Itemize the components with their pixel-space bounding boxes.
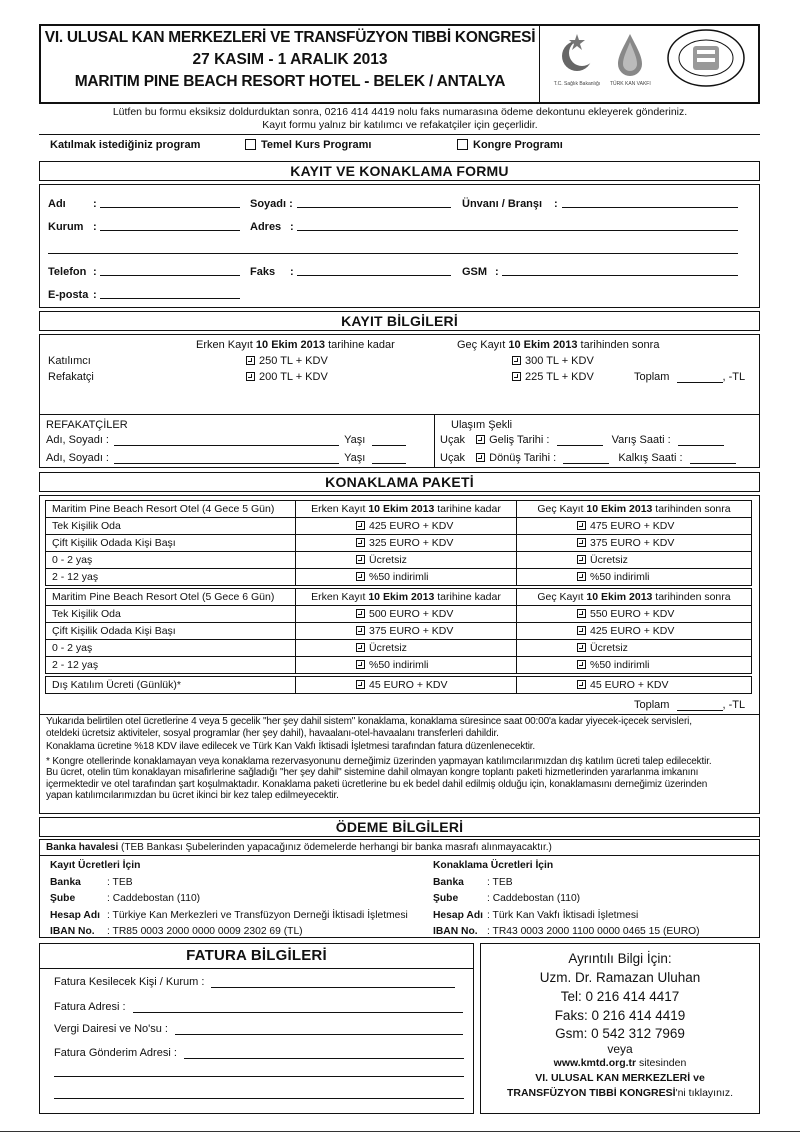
table-row xyxy=(46,569,752,586)
phone-label: Telefon xyxy=(48,266,87,278)
package-2-row-2-late[interactable] xyxy=(517,623,752,640)
package-table-1 xyxy=(45,500,752,586)
accommodation-title: KONAKLAMA PAKETİ xyxy=(325,474,474,490)
payment-left-bank: : TEB xyxy=(107,876,133,888)
reg-late-header xyxy=(457,339,659,351)
instructions xyxy=(40,106,760,132)
arrival-date-label: Geliş Tarihi : xyxy=(489,434,550,446)
registration-info-box xyxy=(39,334,760,468)
checkbox-icon[interactable] xyxy=(356,521,365,530)
program-option-basic[interactable] xyxy=(245,139,371,151)
external-fee-late[interactable] xyxy=(517,677,752,694)
table-row xyxy=(46,640,752,657)
note-1a: Yukarıda belirtilen otel ücretlerine 4 veya 5 gecelik "her şey dahil sistem" konaklama, konaklama süresince saat 00:00'a kadar yiyecek-içecek servisleri, xyxy=(46,716,692,727)
accommodation-total-label: Toplam xyxy=(634,699,670,711)
accommodation-total xyxy=(634,699,745,711)
invoice-extra-line-1[interactable] xyxy=(54,1076,464,1077)
reg-early-suffix: tarihine kadar xyxy=(328,339,395,351)
invoice-send-row xyxy=(54,1047,464,1059)
payment-left xyxy=(50,858,408,941)
name-label: Adı xyxy=(48,198,66,210)
package-1-early-prefix: Erken Kayıt xyxy=(311,503,366,515)
package-1-early-date: 10 Ekim 2013 xyxy=(368,503,435,515)
invoice-send-field[interactable] xyxy=(184,1058,464,1059)
package-2-row-2-late-price: 425 EURO + KDV xyxy=(590,625,675,637)
external-fee-table xyxy=(45,676,752,694)
payment-left-iban: : TR85 0003 2000 0000 0009 2302 69 (TL) xyxy=(107,926,303,937)
package-2-row-1-late[interactable] xyxy=(517,606,752,623)
gsm-field[interactable] xyxy=(502,275,738,276)
package-1-header-row xyxy=(46,501,752,518)
payment-title: ÖDEME BİLGİLERİ xyxy=(335,819,464,835)
companion-2-age-field[interactable] xyxy=(372,463,406,464)
table-row xyxy=(46,518,752,535)
basic-course-checkbox[interactable] xyxy=(245,139,256,150)
package-1-row-4-late-price: %50 indirimli xyxy=(590,571,650,583)
invoice-title: FATURA BİLGİLERİ xyxy=(186,947,327,964)
arrival-plane-label: Uçak xyxy=(440,434,466,446)
title-field[interactable] xyxy=(562,207,738,208)
payment-right xyxy=(433,858,700,941)
contact-or: veya xyxy=(607,1042,633,1056)
title-label: Ünvanı / Branşı xyxy=(462,198,543,210)
note-2: Konaklama ücretine %18 KDV ilave edilecek ve Türk Kan Vakfı İktisadi İşletmesi tarafından fatura düzenlenecektir. xyxy=(46,741,536,752)
accommodation-notes xyxy=(46,716,758,802)
package-1-row-1-late-price: 475 EURO + KDV xyxy=(590,520,675,532)
title-colon: : xyxy=(554,198,558,210)
accommodation-notes-divider xyxy=(40,714,759,715)
invoice-send-label: Fatura Gönderim Adresi : xyxy=(54,1047,177,1059)
reg-early-prefix: Erken Kayıt xyxy=(196,339,253,351)
contact-info xyxy=(480,950,760,1101)
package-1-row-2-early[interactable] xyxy=(296,535,517,552)
checkbox-icon[interactable] xyxy=(356,626,365,635)
arrival-plane-checkbox[interactable] xyxy=(476,435,485,444)
checkbox-icon[interactable] xyxy=(356,680,365,689)
participant-late-option[interactable] xyxy=(512,355,594,367)
fax-label: Faks xyxy=(250,266,276,278)
companion-early-checkbox[interactable] xyxy=(246,372,255,381)
bottom-rule xyxy=(0,1131,800,1132)
name-field[interactable] xyxy=(100,207,240,208)
name-colon: : xyxy=(93,198,97,210)
package-2-early-suffix: tarihine kadar xyxy=(437,591,501,603)
contact-tel: Tel: 0 216 414 4417 xyxy=(560,989,680,1004)
invoice-tax-field[interactable] xyxy=(175,1034,463,1035)
contact-site-line xyxy=(480,1056,760,1071)
participant-label: Katılımcı xyxy=(48,355,91,367)
payment-left-holder: : Türkiye Kan Merkezleri ve Transfüzyon Derneği İktisadi İşletmesi xyxy=(107,909,408,921)
package-1-row-3-late-price: Ücretsiz xyxy=(590,554,628,566)
departure-time-label: Kalkış Saati : xyxy=(618,452,683,464)
email-field[interactable] xyxy=(100,298,240,299)
address-label: Adres xyxy=(250,221,282,233)
foundation-caption: TÜRK KAN VAKFI xyxy=(610,81,651,87)
package-2-late-suffix: tarihinden sonra xyxy=(655,591,731,603)
departure-date-label: Dönüş Tarihi : xyxy=(489,452,557,464)
reg-late-suffix: tarihinden sonra xyxy=(580,339,660,351)
package-1-row-2-late[interactable] xyxy=(517,535,752,552)
package-2-row-4-early[interactable] xyxy=(296,657,517,674)
contact-congress-line-2 xyxy=(480,1086,760,1101)
invoice-extra-line-2[interactable] xyxy=(54,1098,464,1099)
package-1-row-2-late-price: 375 EURO + KDV xyxy=(590,537,675,549)
registration-info-divider xyxy=(40,414,759,415)
invoice-person-field[interactable] xyxy=(211,987,455,988)
payment-left-iban-label: IBAN No. xyxy=(50,926,95,937)
invoice-address-row xyxy=(54,1001,463,1013)
package-1-row-3-early[interactable] xyxy=(296,552,517,569)
checkbox-icon[interactable] xyxy=(577,609,586,618)
package-table-2 xyxy=(45,588,752,674)
congress-title: VI. ULUSAL KAN MERKEZLERİ VE TRANSFÜZYON TIBBİ KONGRESİ xyxy=(44,29,536,46)
contact-gsm: Gsm: 0 542 312 7969 xyxy=(555,1026,685,1041)
participant-early-checkbox[interactable] xyxy=(246,356,255,365)
companion-2-age-label: Yaşı xyxy=(344,452,366,464)
header-title-area xyxy=(41,27,539,93)
checkbox-icon[interactable] xyxy=(577,521,586,530)
bank-transfer-line xyxy=(46,842,552,853)
checkbox-icon[interactable] xyxy=(577,572,586,581)
package-1-late-prefix: Geç Kayıt xyxy=(537,503,584,515)
package-1-row-2-early-price: 325 EURO + KDV xyxy=(369,537,454,549)
package-2-late-header xyxy=(517,589,752,606)
arrival-time-field[interactable] xyxy=(678,445,724,446)
note-3c: içermektedir ve otel tarafından şart koşulmaktadır. Konaklama paketi ücretlerine bu ek bedel dahil edilmiş olduğu için, konaklamasını derneğimiz üzerinden xyxy=(46,778,708,790)
package-2-row-3-late-price: Ücretsiz xyxy=(590,642,628,654)
arrival-date-field[interactable] xyxy=(557,445,603,446)
checkbox-icon[interactable] xyxy=(356,555,365,564)
payment-left-holder-label: Hesap Adı xyxy=(50,909,100,921)
fax-field[interactable] xyxy=(297,275,451,276)
companion-1 xyxy=(46,434,406,446)
package-2-early-header xyxy=(296,589,517,606)
congress-program-label: Kongre Programı xyxy=(473,139,563,151)
accommodation-total-suffix: , -TL xyxy=(722,699,746,711)
invoice-title-divider xyxy=(40,968,473,969)
gsm-label: GSM xyxy=(462,266,488,278)
table-row xyxy=(46,657,752,674)
ministry-logo xyxy=(552,32,602,92)
package-1-row-2-label: Çift Kişilik Odada Kişi Başı xyxy=(46,535,296,552)
participant-early-option[interactable] xyxy=(246,355,328,367)
package-2-row-4-late[interactable] xyxy=(517,657,752,674)
institution-field[interactable] xyxy=(100,230,240,231)
table-row xyxy=(46,535,752,552)
table-row xyxy=(46,677,752,694)
package-1-late-header xyxy=(517,501,752,518)
departure-plane-label: Uçak xyxy=(440,452,466,464)
reg-late-date: 10 Ekim 2013 xyxy=(508,339,578,351)
header-divider xyxy=(539,24,540,104)
email-colon: : xyxy=(93,289,97,301)
package-1-early-suffix: tarihine kadar xyxy=(437,503,501,515)
payment-right-branch: : Caddebostan (110) xyxy=(487,893,581,904)
program-option-congress[interactable] xyxy=(457,139,563,151)
contact-site-link[interactable]: www.kmtd.org.tr xyxy=(553,1057,637,1069)
package-2-row-1-early-price: 500 EURO + KDV xyxy=(369,608,454,620)
departure-date-field[interactable] xyxy=(563,463,609,464)
invoice-person-label: Fatura Kesilecek Kişi / Kurum : xyxy=(54,976,205,988)
ministry-caption: T.C. Sağlık Bakanlığı xyxy=(553,81,601,87)
package-2-early-date: 10 Ekim 2013 xyxy=(368,591,435,603)
transport-arrival xyxy=(440,434,724,446)
payment-right-holder-label: Hesap Adı xyxy=(433,909,483,921)
reg-early-header xyxy=(196,339,395,351)
table-row xyxy=(46,623,752,640)
checkbox-icon[interactable] xyxy=(577,626,586,635)
contact-title: Ayrıntılı Bilgi İçin: xyxy=(568,951,672,966)
package-2-row-2-label: Çift Kişilik Odada Kişi Başı xyxy=(46,623,296,640)
companion-1-name-label: Adı, Soyadı : xyxy=(46,434,109,446)
congress-program-checkbox[interactable] xyxy=(457,139,468,150)
bank-transfer-note: (TEB Bankası Şubelerinden yapacağınız ödemelerde herhangi bir banka masrafı alınmayacaktır.) xyxy=(121,842,552,853)
external-fee-late-price: 45 EURO + KDV xyxy=(590,679,669,691)
companion-1-age-field[interactable] xyxy=(372,445,406,446)
surname-label: Soyadı : xyxy=(250,198,293,210)
note-3d: yapan katılımcılarımızdan bu ücret ikinci bir kez talep edilmeyecektir. xyxy=(46,790,339,801)
address-field[interactable] xyxy=(297,230,738,231)
reg-total xyxy=(634,371,745,383)
package-2-late-prefix: Geç Kayıt xyxy=(537,591,584,603)
reg-total-label: Toplam xyxy=(634,371,670,383)
foundation-logo xyxy=(610,30,650,94)
contact-fax: Faks: 0 216 414 4419 xyxy=(554,1008,686,1023)
institution-colon: : xyxy=(93,221,97,233)
checkbox-icon[interactable] xyxy=(577,660,586,669)
external-fee-label: Dış Katılım Ücreti (Günlük)* xyxy=(46,677,296,694)
address-colon: : xyxy=(290,221,294,233)
email-label: E-posta xyxy=(48,289,89,301)
participant-early-price: 250 TL + KDV xyxy=(259,355,328,367)
contact-congress-name: TRANSFÜZYON TIBBİ KONGRESİ xyxy=(506,1087,676,1099)
payment-left-branch: : Caddebostan (110) xyxy=(107,893,201,904)
fax-colon: : xyxy=(290,266,294,278)
participant-late-checkbox[interactable] xyxy=(512,356,521,365)
payment-right-iban-label: IBAN No. xyxy=(433,926,478,937)
congress-venue: MARITIM PINE BEACH RESORT HOTEL - BELEK / ANTALYA xyxy=(74,73,506,90)
companion-late-checkbox[interactable] xyxy=(512,372,521,381)
reg-late-prefix: Geç Kayıt xyxy=(457,339,506,351)
contact-congress-line-1: VI. ULUSAL KAN MERKEZLERİ ve xyxy=(535,1072,705,1084)
package-2-header-row xyxy=(46,589,752,606)
package-2-row-2-early[interactable] xyxy=(296,623,517,640)
departure-plane-checkbox[interactable] xyxy=(476,453,485,462)
blood-drop-icon xyxy=(615,30,645,78)
surname-field[interactable] xyxy=(297,207,451,208)
invoice-address-field[interactable] xyxy=(133,1012,463,1013)
crescent-star-icon xyxy=(557,32,597,78)
checkbox-icon[interactable] xyxy=(356,643,365,652)
companion-late-price: 225 TL + KDV xyxy=(525,371,594,383)
package-2-row-4-late-price: %50 indirimli xyxy=(590,659,650,671)
arrival-time-label: Varış Saati : xyxy=(611,434,671,446)
checkbox-icon[interactable] xyxy=(577,538,586,547)
institution-label: Kurum xyxy=(48,221,84,233)
departure-time-field[interactable] xyxy=(690,463,736,464)
basic-course-label: Temel Kurs Programı xyxy=(261,139,372,151)
contact-site-suffix: sitesinden xyxy=(639,1057,687,1069)
table-row xyxy=(46,552,752,569)
companion-early-option[interactable] xyxy=(246,371,328,383)
companion-1-age-label: Yaşı xyxy=(344,434,366,446)
contact-person: Uzm. Dr. Ramazan Uluhan xyxy=(539,970,701,985)
package-2-row-4-label: 2 - 12 yaş xyxy=(46,657,296,674)
package-2-row-3-early[interactable] xyxy=(296,640,517,657)
instruction-line-1: Lütfen bu formu eksiksiz doldurduktan sonra, 0216 414 4419 nolu faks numarasına ödeme dekontunu ekleyerek gönderiniz. xyxy=(112,106,688,118)
package-1-row-1-label: Tek Kişilik Oda xyxy=(46,518,296,535)
payment-right-holder: : Türk Kan Vakfı İktisadi İşletmesi xyxy=(487,909,639,921)
payment-right-bank: : TEB xyxy=(487,876,513,888)
phone-colon: : xyxy=(93,266,97,278)
package-2-row-1-label: Tek Kişilik Oda xyxy=(46,606,296,623)
companions-transport-divider xyxy=(434,414,435,467)
contact-click-text: 'ni tıklayınız. xyxy=(675,1087,734,1099)
companions-title: REFAKATÇİLER xyxy=(46,419,128,431)
payment-right-iban: : TR43 0003 2000 1100 0000 0465 15 (EURO) xyxy=(487,926,700,937)
payment-right-heading: Konaklama Ücretleri İçin xyxy=(433,860,554,871)
checkbox-icon[interactable] xyxy=(356,660,365,669)
companion-1-name-field[interactable] xyxy=(114,445,339,446)
reg-total-field[interactable] xyxy=(677,382,723,383)
companion-2-name-field[interactable] xyxy=(114,463,339,464)
program-label: Katılmak istediğiniz program xyxy=(50,139,201,151)
checkbox-icon[interactable] xyxy=(356,609,365,618)
companion-2 xyxy=(46,452,406,464)
package-1-row-3-late[interactable] xyxy=(517,552,752,569)
payment-left-branch-label: Şube xyxy=(50,893,76,904)
invoice-person-row xyxy=(54,976,455,988)
package-1-row-3-early-price: Ücretsiz xyxy=(369,554,407,566)
note-1b: oteldeki ücretsiz aktiviteler, sosyal programlar (her şey dahil), havaalanı-otel-havaalanı transferleri dahildir. xyxy=(46,727,499,739)
package-2-row-2-early-price: 375 EURO + KDV xyxy=(369,625,454,637)
package-2-early-prefix: Erken Kayıt xyxy=(311,591,366,603)
participant-late-price: 300 TL + KDV xyxy=(525,355,594,367)
gsm-colon: : xyxy=(495,266,499,278)
package-1-row-4-late[interactable] xyxy=(517,569,752,586)
checkbox-icon[interactable] xyxy=(577,555,586,564)
instruction-line-2: Kayıt formu yalnız bir katılımcı ve refakatçiler için geçerlidir. xyxy=(262,119,538,131)
companion-late-option[interactable] xyxy=(512,371,594,383)
bank-transfer-label: Banka havalesi xyxy=(46,842,119,853)
checkbox-icon[interactable] xyxy=(356,572,365,581)
invoice-address-label: Fatura Adresi : xyxy=(54,1001,126,1013)
package-1-late-suffix: tarihinden sonra xyxy=(655,503,731,515)
transport-title: Ulaşım Şekli xyxy=(451,419,513,431)
package-2-row-1-late-price: 550 EURO + KDV xyxy=(590,608,675,620)
registration-form-title: KAYIT VE KONAKLAMA FORMU xyxy=(290,163,509,179)
external-fee-early[interactable] xyxy=(296,677,517,694)
congress-dates: 27 KASIM - 1 ARALIK 2013 xyxy=(192,51,388,68)
association-logo xyxy=(666,28,746,88)
package-2-row-3-label: 0 - 2 yaş xyxy=(46,640,296,657)
package-1-early-header xyxy=(296,501,517,518)
table-row xyxy=(46,606,752,623)
note-3b: Bu ücret, otelin tüm konaklayan misafirlerine sağladığı "her şey dahil" sistemine dahil olmayan kongre toplantı paketi hizmetlerinden yararlanma imkanını xyxy=(46,767,699,778)
invoice-tax-row xyxy=(54,1023,463,1035)
package-2-row-3-late[interactable] xyxy=(517,640,752,657)
address-field-line-2[interactable] xyxy=(48,253,738,254)
package-2-row-3-early-price: Ücretsiz xyxy=(369,642,407,654)
note-3a: * Kongre otellerinde konaklamayan veya konaklama rezervasyonunu derneğimiz üzerinden yapmayan katılımcılarımızdan dış katılım ücreti talep edilecektir. xyxy=(46,755,712,767)
checkbox-icon[interactable] xyxy=(577,643,586,652)
payment-left-bank-label: Banka xyxy=(50,876,81,888)
transport-departure xyxy=(440,452,736,464)
reg-total-suffix: , -TL xyxy=(722,371,746,383)
package-1-row-4-label: 2 - 12 yaş xyxy=(46,569,296,586)
package-1-late-date: 10 Ekim 2013 xyxy=(586,503,653,515)
package-2-row-4-early-price: %50 indirimli xyxy=(369,659,429,671)
package-1-row-3-label: 0 - 2 yaş xyxy=(46,552,296,569)
package-2-late-date: 10 Ekim 2013 xyxy=(586,591,653,603)
package-1-row-4-early-price: %50 indirimli xyxy=(369,571,429,583)
bank-transfer-divider xyxy=(40,855,759,856)
checkbox-icon[interactable] xyxy=(577,680,586,689)
package-1-row-1-early[interactable] xyxy=(296,518,517,535)
payment-right-branch-label: Şube xyxy=(433,893,459,904)
program-row xyxy=(50,139,200,151)
package-1-header: Maritim Pine Beach Resort Otel (4 Gece 5 Gün) xyxy=(46,501,296,518)
payment-right-bank-label: Banka xyxy=(433,876,464,888)
registration-form-box xyxy=(39,184,760,308)
companion-early-price: 200 TL + KDV xyxy=(259,371,328,383)
registration-info-title: KAYIT BİLGİLERİ xyxy=(341,313,458,329)
package-1-row-4-early[interactable] xyxy=(296,569,517,586)
companion-2-name-label: Adı, Soyadı : xyxy=(46,452,109,464)
companion-label: Refakatçi xyxy=(48,371,94,383)
accommodation-total-field[interactable] xyxy=(677,710,723,711)
reg-early-date: 10 Ekim 2013 xyxy=(255,339,326,351)
package-2-header: Maritim Pine Beach Resort Otel (5 Gece 6 Gün) xyxy=(46,589,296,606)
package-1-row-1-early-price: 425 EURO + KDV xyxy=(369,520,454,532)
payment-left-heading: Kayıt Ücretleri İçin xyxy=(50,860,141,871)
phone-field[interactable] xyxy=(100,275,240,276)
package-2-row-1-early[interactable] xyxy=(296,606,517,623)
checkbox-icon[interactable] xyxy=(356,538,365,547)
invoice-tax-label: Vergi Dairesi ve No'su : xyxy=(54,1023,168,1035)
association-seal-icon xyxy=(666,28,746,88)
external-fee-early-price: 45 EURO + KDV xyxy=(369,679,448,691)
package-1-row-1-late[interactable] xyxy=(517,518,752,535)
